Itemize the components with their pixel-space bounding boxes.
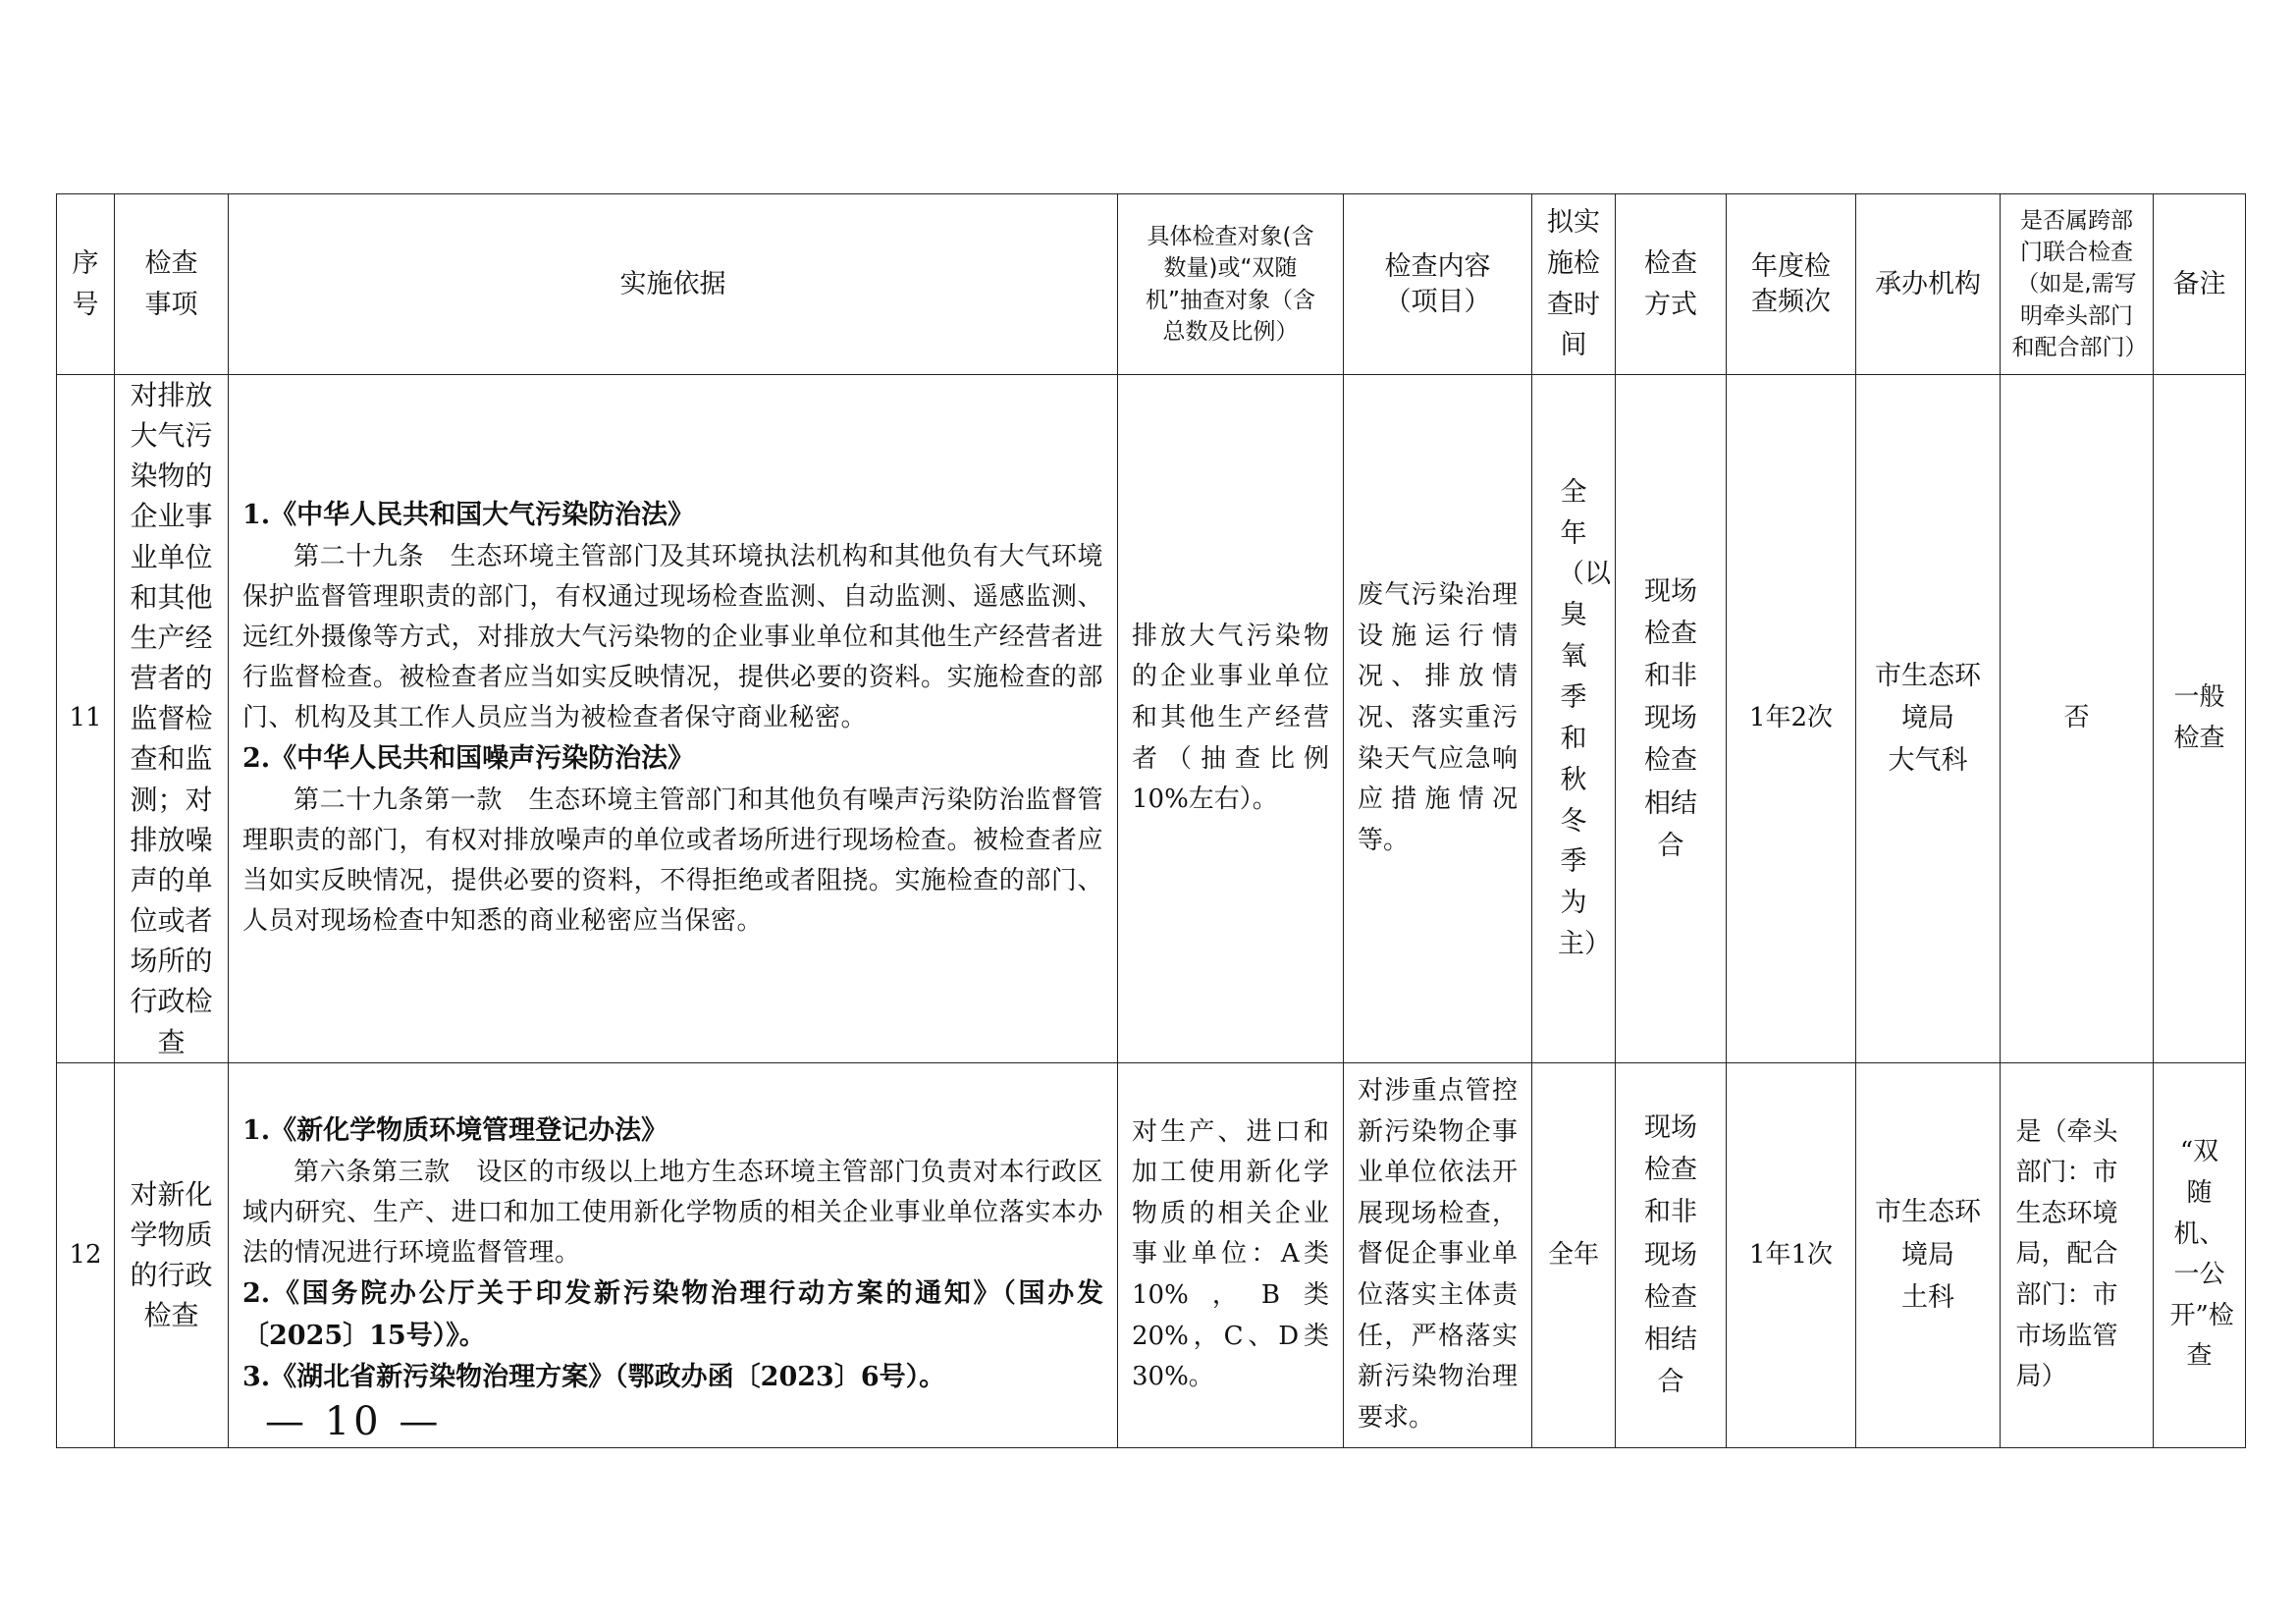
table-row xyxy=(57,1062,2246,1447)
header-time: 拟实施检查时间 xyxy=(1532,194,1616,375)
row-joint: 是（牵头部门：市生态环境局，配合部门：市市场监管局） xyxy=(2001,1062,2154,1447)
law-title: 1.《新化学物质环境管理登记办法》 xyxy=(242,1115,668,1147)
row-method: 现场检查和非现场检查相结合 xyxy=(1616,375,1727,1063)
row-seq: 12 xyxy=(57,1062,115,1447)
row-target: 对生产、进口和加工使用新化学物质的相关企业事业单位：A类10%，B类20%，C、D类30%。 xyxy=(1118,1062,1344,1447)
header-method: 检查方式 xyxy=(1616,194,1727,375)
row-joint: 否 xyxy=(2001,375,2154,1063)
law-title: 3.《湖北省新污染物治理方案》（鄂政办函〔2023〕6号）。 xyxy=(242,1362,946,1393)
law-text: 第六条第三款 设区的市级以上地方生态环境主管部门负责对本行政区域内研究、生产、进口和加工使用新化学物质的相关企业事业单位落实本办法的情况进行环境监督管理。 xyxy=(242,1157,1103,1269)
header-freq: 年度检查频次 xyxy=(1727,194,1856,375)
header-remark: 备注 xyxy=(2154,194,2246,375)
row-freq: 1年1次 xyxy=(1727,1062,1856,1447)
inspection-table xyxy=(56,193,2246,1448)
row-basis xyxy=(229,1062,1118,1447)
law-text: 第二十九条第一款 生态环境主管部门和其他负有噪声污染防治监督管理职责的部门，有权对排放噪声的单位或者场所进行现场检查。被检查者应当如实反映情况，提供必要的资料，不得拒绝或者阻挠。实施检查的部门、人员对现场检查中知悉的商业秘密应当保密。 xyxy=(242,785,1103,937)
law-title: 2.《国务院办公厅关于印发新污染物治理行动方案的通知》（国办发〔2025〕15号）》。 xyxy=(242,1278,1103,1351)
header-content: 检查内容（项目） xyxy=(1344,194,1532,375)
row-basis xyxy=(229,375,1118,1063)
law-text: 第二十九条 生态环境主管部门及其环境执法机构和其他负有大气环境保护监督管理职责的部门，有权通过现场检查监测、自动监测、遥感监测、远红外摄像等方式，对排放大气污染物的企业事业单位和其他生产经营者进行监督检查。被检查者应当如实反映情况，提供必要的资料。实施检查的部门、机构及其工作人员应当为被检查者保守商业秘密。 xyxy=(242,541,1103,733)
law-title: 1.《中华人民共和国大气污染防治法》 xyxy=(242,500,695,531)
row-item: 对新化学物质的行政检查 xyxy=(115,1062,229,1447)
header-joint: 是否属跨部门联合检查（如是,需写明牵头部门和配合部门） xyxy=(2001,194,2154,375)
header-target: 具体检查对象(含数量)或“双随机”抽查对象（含总数及比例） xyxy=(1118,194,1344,375)
row-time: 全年（以臭氧季和秋冬季为主） xyxy=(1532,375,1616,1063)
row-org: 市生态环境局 大气科 xyxy=(1856,375,2001,1063)
page-number: — 10 — xyxy=(265,1399,443,1444)
row-time: 全年 xyxy=(1532,1062,1616,1447)
header-row xyxy=(57,194,2246,375)
header-seq: 序号 xyxy=(57,194,115,375)
row-remark: 一般检查 xyxy=(2154,375,2246,1063)
header-org: 承办机构 xyxy=(1856,194,2001,375)
header-item: 检查事项 xyxy=(115,194,229,375)
row-content: 废气污染治理设施运行情况、排放情况、落实重污染天气应急响应措施情况等。 xyxy=(1344,375,1532,1063)
row-item: 对排放大气污染物的企业事业单位和其他生产经营者的监督检查和监测；对排放噪声的单位或者场所的行政检查 xyxy=(115,375,229,1063)
header-basis: 实施依据 xyxy=(229,194,1118,375)
row-freq: 1年2次 xyxy=(1727,375,1856,1063)
row-method: 现场检查和非现场检查相结合 xyxy=(1616,1062,1727,1447)
row-org: 市生态环境局 土科 xyxy=(1856,1062,2001,1447)
row-content: 对涉重点管控新污染物企事业单位依法开展现场检查，督促企事业单位落实主体责任，严格落实新污染物治理要求。 xyxy=(1344,1062,1532,1447)
table-row xyxy=(57,375,2246,1063)
law-title: 2.《中华人民共和国噪声污染防治法》 xyxy=(242,743,695,775)
row-target: 排放大气污染物的企业事业单位和其他生产经营者（抽查比例10%左右）。 xyxy=(1118,375,1344,1063)
row-remark: “双随机、一公开”检查 xyxy=(2154,1062,2246,1447)
row-seq: 11 xyxy=(57,375,115,1063)
